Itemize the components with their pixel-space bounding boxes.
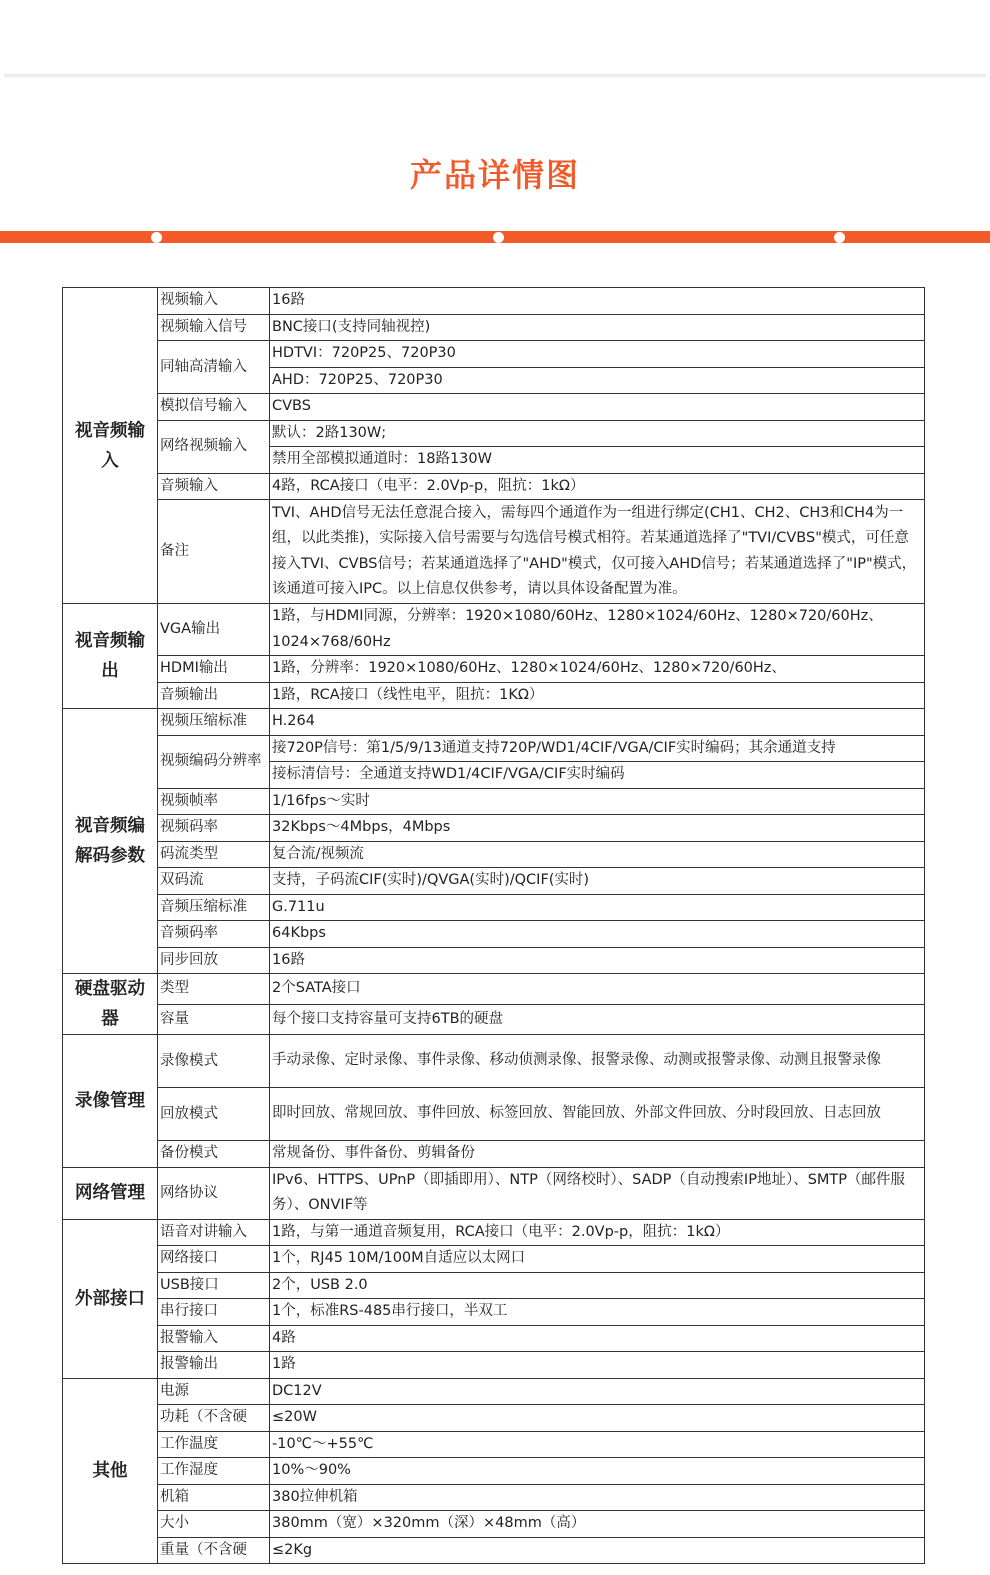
table-row [63, 1352, 925, 1379]
table-row [63, 788, 925, 815]
spec-item-value: ≤20W [270, 1405, 925, 1432]
table-row [63, 974, 925, 1005]
table-row [63, 735, 925, 762]
spec-item-value: 16路 [270, 947, 925, 974]
section-title-av-output: 视音频输出 [63, 604, 158, 709]
section-title-av-input: 视音频输入 [63, 288, 158, 604]
table-row [63, 420, 925, 447]
spec-item-label: 双码流 [158, 868, 270, 895]
table-row [63, 341, 925, 368]
spec-item-label: 视频输入信号 [158, 314, 270, 341]
spec-item-label: 电源 [158, 1378, 270, 1405]
table-row [63, 815, 925, 842]
table-row [63, 1004, 925, 1035]
spec-item-label: 网络接口 [158, 1246, 270, 1273]
spec-item-value: 默认：2路130W; [270, 420, 925, 447]
spec-item-label: 串行接口 [158, 1299, 270, 1326]
section-title-external-io: 外部接口 [63, 1219, 158, 1378]
spec-item-value: 每个接口支持容量可支持6TB的硬盘 [270, 1004, 925, 1035]
top-divider [4, 74, 986, 78]
table-row [63, 1431, 925, 1458]
section-title-hdd: 硬盘驱动器 [63, 974, 158, 1035]
spec-table [62, 287, 925, 1564]
spec-item-label: 工作温度 [158, 1431, 270, 1458]
band-dot-right [834, 232, 845, 243]
spec-item-label: 录像模式 [158, 1035, 270, 1088]
table-row [63, 604, 925, 656]
table-row [63, 1458, 925, 1485]
table-row [63, 1484, 925, 1511]
spec-item-label: 音频输入 [158, 473, 270, 500]
spec-item-label: 网络视频输入 [158, 420, 270, 473]
spec-item-value: ≤2Kg [270, 1537, 925, 1564]
spec-item-label: 报警输入 [158, 1325, 270, 1352]
table-row [63, 1088, 925, 1141]
table-row [63, 394, 925, 421]
spec-item-label: 备份模式 [158, 1141, 270, 1168]
table-row [63, 1167, 925, 1219]
spec-item-value: 2个，USB 2.0 [270, 1272, 925, 1299]
spec-item-label: 音频输出 [158, 682, 270, 709]
spec-item-label: 音频码率 [158, 921, 270, 948]
table-row [63, 1035, 925, 1088]
band-dot-center [493, 232, 504, 243]
spec-item-label: 备注 [158, 500, 270, 604]
spec-item-label: 语音对讲输入 [158, 1219, 270, 1246]
spec-item-label: 重量（不含硬 [158, 1537, 270, 1564]
spec-item-label: 同步回放 [158, 947, 270, 974]
section-title-codec-params: 视音频编解码参数 [63, 709, 158, 974]
spec-item-value: TVI、AHD信号无法任意混合接入，需每四个通道作为一组进行绑定(CH1、CH2、CH3和CH4为一组，以此类推)，实际接入信号需要与勾选信号模式相符。若某通道选择了"TVI/CVBS"模式，可任意接入TVI、CVBS信号；若某通道选择了"AHD"模式，仅可接入AHD信号；若某通道选择了"IP"模式，该通道可接入IPC。以上信息仅供参考，请以具体设备配置为准。 [270, 500, 925, 604]
spec-item-label: 回放模式 [158, 1088, 270, 1141]
table-row [63, 1511, 925, 1538]
spec-item-value: 1/16fps～实时 [270, 788, 925, 815]
spec-item-value: 64Kbps [270, 921, 925, 948]
table-row [63, 1325, 925, 1352]
spec-item-value: 1路，与第一通道音频复用，RCA接口（电平：2.0Vp-p，阻抗：1kΩ） [270, 1219, 925, 1246]
spec-item-label: VGA输出 [158, 604, 270, 656]
spec-item-label: 视频编码分辨率 [158, 735, 270, 788]
table-row [63, 947, 925, 974]
spec-item-label: 类型 [158, 974, 270, 1005]
table-row [63, 1537, 925, 1564]
spec-item-value: HDTVI：720P25、720P30 [270, 341, 925, 368]
spec-item-label: 机箱 [158, 1484, 270, 1511]
table-row [63, 709, 925, 736]
band-dot-left [151, 232, 162, 243]
table-row [63, 1405, 925, 1432]
spec-item-label: 视频帧率 [158, 788, 270, 815]
spec-item-label: 工作湿度 [158, 1458, 270, 1485]
spec-item-value: 4路 [270, 1325, 925, 1352]
spec-item-value: 支持，子码流CIF(实时)/QVGA(实时)/QCIF(实时) [270, 868, 925, 895]
table-row [63, 682, 925, 709]
spec-item-label: 模拟信号输入 [158, 394, 270, 421]
table-row [63, 841, 925, 868]
spec-item-label: 视频码率 [158, 815, 270, 842]
spec-item-label: 容量 [158, 1004, 270, 1035]
spec-item-label: 视频输入 [158, 288, 270, 315]
table-row [63, 894, 925, 921]
spec-item-label: HDMI输出 [158, 656, 270, 683]
table-row [63, 500, 925, 604]
spec-item-label: 功耗（不含硬 [158, 1405, 270, 1432]
section-title-network-mgmt: 网络管理 [63, 1167, 158, 1219]
section-title-record-mgmt: 录像管理 [63, 1035, 158, 1168]
table-row [63, 288, 925, 315]
spec-item-label: 码流类型 [158, 841, 270, 868]
spec-item-value: 接720P信号：第1/5/9/13通道支持720P/WD1/4CIF/VGA/CIF实时编码；其余通道支持 [270, 735, 925, 762]
spec-item-value: BNC接口(支持同轴视控) [270, 314, 925, 341]
spec-item-value: 接标清信号：全通道支持WD1/4CIF/VGA/CIF实时编码 [270, 762, 925, 789]
spec-item-value: DC12V [270, 1378, 925, 1405]
table-row [63, 1246, 925, 1273]
table-row [63, 1378, 925, 1405]
spec-item-value: 复合流/视频流 [270, 841, 925, 868]
spec-item-value: 禁用全部模拟通道时：18路130W [270, 447, 925, 474]
section-title-other: 其他 [63, 1378, 158, 1564]
spec-item-value: IPv6、HTTPS、UPnP（即插即用）、NTP（网络校时）、SADP（自动搜索IP地址）、SMTP（邮件服务）、ONVIF等 [270, 1167, 925, 1219]
spec-item-value: 常规备份、事件备份、剪辑备份 [270, 1141, 925, 1168]
spec-item-value: 1路，分辨率：1920×1080/60Hz、1280×1024/60Hz、1280×720/60Hz、 [270, 656, 925, 683]
spec-item-value: 4路，RCA接口（电平：2.0Vp-p，阻抗：1kΩ） [270, 473, 925, 500]
spec-item-value: 380mm（宽）×320mm（深）×48mm（高） [270, 1511, 925, 1538]
spec-item-value: 1路，RCA接口（线性电平，阻抗：1KΩ） [270, 682, 925, 709]
spec-item-value: -10℃～+55℃ [270, 1431, 925, 1458]
table-row [63, 1299, 925, 1326]
spec-item-value: 16路 [270, 288, 925, 315]
spec-item-value: 32Kbps～4Mbps，4Mbps [270, 815, 925, 842]
spec-item-value: 1个，标准RS-485串行接口，半双工 [270, 1299, 925, 1326]
table-row [63, 656, 925, 683]
spec-item-label: 同轴高清输入 [158, 341, 270, 394]
table-row [63, 1219, 925, 1246]
spec-item-label: 网络协议 [158, 1167, 270, 1219]
spec-item-value: 2个SATA接口 [270, 974, 925, 1005]
spec-item-label: 音频压缩标准 [158, 894, 270, 921]
spec-item-value: 1个，RJ45 10M/100M自适应以太网口 [270, 1246, 925, 1273]
table-row [63, 1272, 925, 1299]
spec-item-value: 10%～90% [270, 1458, 925, 1485]
spec-item-label: USB接口 [158, 1272, 270, 1299]
spec-item-value: H.264 [270, 709, 925, 736]
spec-item-value: 即时回放、常规回放、事件回放、标签回放、智能回放、外部文件回放、分时段回放、日志回放 [270, 1088, 925, 1141]
spec-item-value: 手动录像、定时录像、事件录像、移动侦测录像、报警录像、动测或报警录像、动测且报警录像 [270, 1035, 925, 1088]
spec-item-value: 1路 [270, 1352, 925, 1379]
spec-item-value: AHD：720P25、720P30 [270, 367, 925, 394]
spec-item-value: 380拉伸机箱 [270, 1484, 925, 1511]
table-row [63, 314, 925, 341]
page-title: 产品详情图 [409, 156, 580, 194]
spec-item-label: 视频压缩标准 [158, 709, 270, 736]
spec-item-value: G.711u [270, 894, 925, 921]
table-row [63, 1141, 925, 1168]
table-row [63, 921, 925, 948]
table-row [63, 868, 925, 895]
spec-item-value: 1路，与HDMI同源，分辨率：1920×1080/60Hz、1280×1024/60Hz、1280×720/60Hz、1024×768/60Hz [270, 604, 925, 656]
spec-item-label: 报警输出 [158, 1352, 270, 1379]
table-row [63, 473, 925, 500]
spec-item-label: 大小 [158, 1511, 270, 1538]
spec-item-value: CVBS [270, 394, 925, 421]
